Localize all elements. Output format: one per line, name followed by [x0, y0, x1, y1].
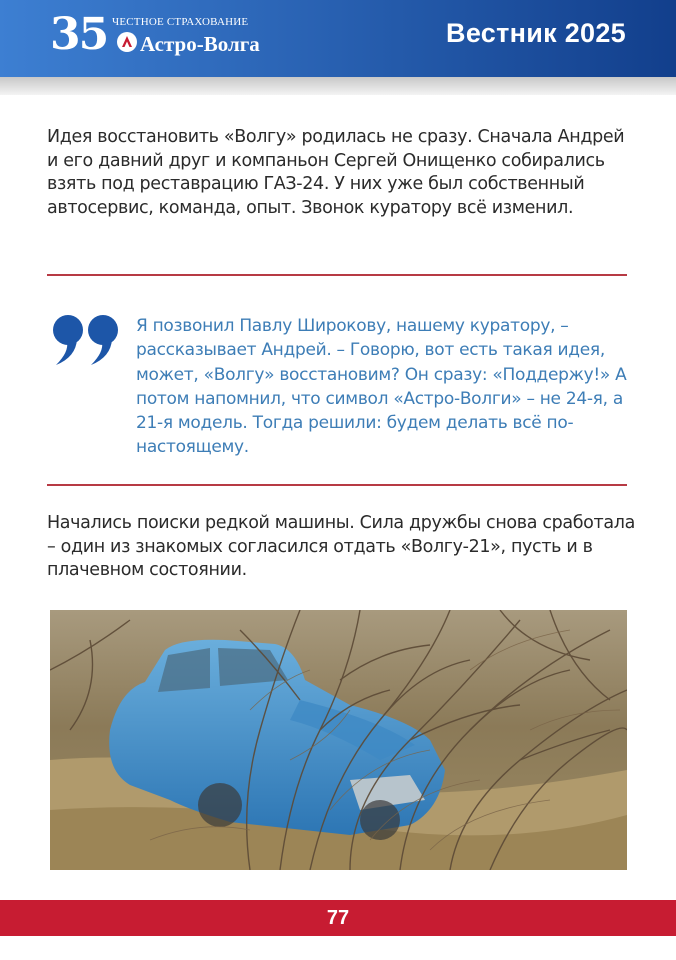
photo-illustration — [50, 610, 627, 870]
quote-mark-icon — [52, 313, 120, 365]
header-bar — [0, 0, 676, 77]
logo-company-name: Астро-Волга — [140, 32, 260, 56]
header-shadow-band — [0, 77, 676, 95]
logo-tagline: ЧЕСТНОЕ СТРАХОВАНИЕ — [112, 16, 249, 28]
article-paragraph-2: Начались поиски редкой машины. Сила дружбы снова сработала – один из знакомых согласился отдать «Волгу-21», пусть и в плачевном состоянии. — [47, 513, 635, 580]
divider-bottom — [47, 484, 627, 486]
logo-anniversary-number: 35 — [50, 9, 108, 60]
company-logo — [50, 9, 280, 60]
logo-emblem-icon — [116, 31, 138, 53]
page-number: 77 — [326, 907, 350, 929]
page-title: Вестник 2025 — [446, 18, 626, 48]
footer-bar — [0, 900, 676, 936]
divider-top — [47, 274, 627, 276]
pull-quote: Я позвонил Павлу Широкову, нашему куратору, – рассказывает Андрей. – Говорю, вот есть такая идея, может, «Волгу» восстановим? Он сразу: «Поддержу!» А потом напомнил, что символ «Астро-Волги» – не 24-я, а 21-я модель. Тогда решили: будем делать всё по-настоящему. — [136, 316, 627, 458]
article-photo — [50, 610, 627, 870]
article-paragraph-1: Идея восстановить «Волгу» родилась не сразу. Сначала Андрей и его давний друг и компаньон Сергей Онищенко собирались взять под реставрацию ГАЗ-24. У них уже был собственный автосервис, команда, опыт. Звонок куратору всё изменил. — [47, 127, 625, 218]
